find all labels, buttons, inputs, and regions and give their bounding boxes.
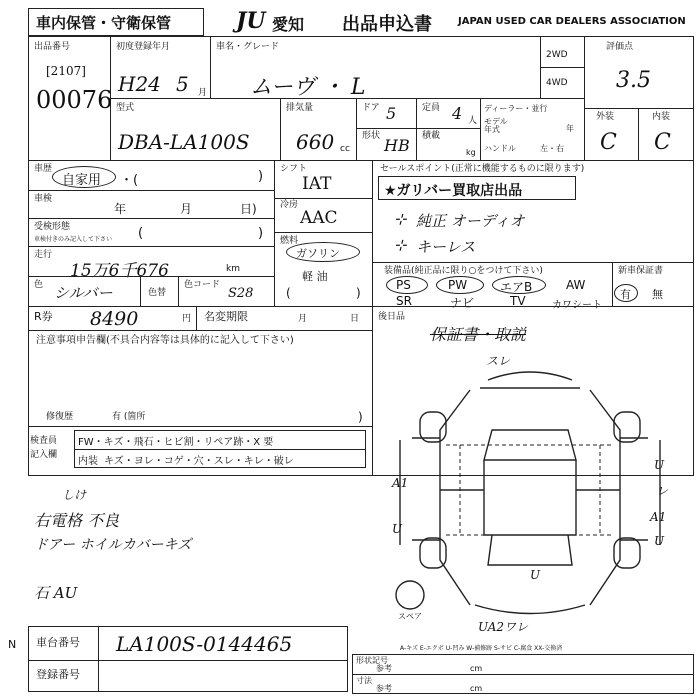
doors-label: ドア <box>362 103 380 113</box>
capacity-value: 4 <box>452 104 463 123</box>
score-label: 評価点 <box>606 42 634 52</box>
equip-seat[interactable]: カワシート <box>552 300 602 311</box>
equip-navi[interactable]: ナビ <box>450 296 475 310</box>
sales-bullet-2: ⊹ <box>394 236 407 254</box>
chassis-value: LA100S-0144465 <box>116 632 293 656</box>
capacity-label: 定員 <box>422 103 441 113</box>
interior-label: 内装 <box>652 112 671 122</box>
car-name-value: ムーヴ ・ L <box>250 75 366 100</box>
inspection-month: 月 <box>180 202 193 216</box>
car-name-label: 車名・グレード <box>216 42 280 52</box>
acceptance-label: 受検形態 <box>34 222 71 232</box>
registration-month: 5 <box>176 72 189 96</box>
exterior-value: C <box>600 130 617 155</box>
notes-label: 後日品 <box>378 312 406 322</box>
lot-number-label: 出品番号 <box>34 42 71 52</box>
ticket-label: R券 <box>34 310 53 323</box>
mileage-label: 走行 <box>34 250 53 260</box>
fuel-gasoline[interactable]: ガソリン <box>296 247 340 260</box>
equip-sr[interactable]: SR <box>396 294 412 308</box>
exterior-label: 外装 <box>596 112 615 122</box>
inspector-row2-label: 内装 <box>78 456 98 467</box>
lot-session: [2107] <box>46 64 86 78</box>
inspector-row-2: キズ・ヨレ・コゲ・穴・スレ・キレ・破レ <box>104 456 294 467</box>
load-unit: kg <box>466 148 476 157</box>
chassis-label: 車台番号 <box>36 636 80 649</box>
legend-row1-label: 形状記号 <box>356 656 388 665</box>
mileage-unit: km <box>226 264 240 274</box>
caution-label: 注意事項申告欄(不具合内容等は具体的に記入して下さい) <box>36 335 294 346</box>
inspector-note-2: 右電格 不良 <box>34 511 120 530</box>
legend-row2-ref: 参考 <box>376 684 392 693</box>
handle-options[interactable]: 左・右 <box>540 144 564 153</box>
diagram-mark-7: U <box>654 534 665 548</box>
registration-month-unit: 月 <box>198 88 208 98</box>
name-change-day: 日 <box>350 314 360 324</box>
drive-2wd[interactable]: 2WD <box>546 50 568 60</box>
drive-4wd[interactable]: 4WD <box>546 78 568 88</box>
association-name: JAPAN USED CAR DEALERS ASSOCIATION <box>458 16 686 27</box>
side-mark: N <box>8 638 17 651</box>
inspector-label-2: 記入欄 <box>30 450 58 460</box>
inspector-note-4: 石 AU <box>34 584 78 602</box>
warranty-no[interactable]: 無 <box>652 288 663 301</box>
capacity-unit: 人 <box>468 116 478 126</box>
repair-close: ) <box>358 410 363 424</box>
score-value: 3.5 <box>616 68 651 93</box>
ju-logo: JU <box>236 8 266 34</box>
displacement-value: 660 <box>296 130 335 154</box>
fuel-label: 燃料 <box>280 236 299 246</box>
inspector-note-3: ドアー ホイルカバーキズ <box>34 537 192 553</box>
warranty-yes[interactable]: 有 <box>620 288 631 301</box>
load-label: 積載 <box>422 131 441 141</box>
acceptance-paren: ( <box>138 226 144 241</box>
dealer-label: ディーラー・並行 <box>484 104 548 113</box>
storage-label: 車内保管・守衛保管 <box>36 14 172 32</box>
usage-paren: ・( <box>120 173 139 188</box>
sales-point-2: キーレス <box>416 238 476 256</box>
reg-number-label: 登録番号 <box>36 668 80 681</box>
ticket-unit: 円 <box>182 314 192 324</box>
diagram-mark-4: U <box>654 458 665 472</box>
color-label: 色 <box>34 280 44 290</box>
diagram-mark-5: レ <box>656 484 669 498</box>
sales-points-label: セールスポイント(正常に機能するものに限ります) <box>380 164 585 174</box>
equip-tv[interactable]: TV <box>510 294 526 308</box>
repair-label: 修復歴 <box>46 412 74 422</box>
registration-label: 初度登録年月 <box>116 42 171 52</box>
org-name: 愛知 <box>272 15 305 34</box>
warranty-label: 新車保証書 <box>618 266 664 276</box>
equipment-label: 装備品(純正品に限り○をつけて下さい) <box>384 266 543 276</box>
color-swatch-label: 色替 <box>148 288 167 298</box>
model-year-unit: 年 <box>566 124 574 133</box>
inspection-year: 年 <box>114 202 127 216</box>
equip-pw[interactable]: PW <box>448 278 468 292</box>
diagram-mark-1: スレ <box>486 354 511 368</box>
form-title: 出品申込書 <box>342 14 432 35</box>
doors-value: 5 <box>386 104 397 123</box>
car-damage-diagram <box>380 360 680 640</box>
legend-row1-ref: 参考 <box>376 664 392 673</box>
inspector-label-1: 検査員 <box>30 436 58 446</box>
acceptance-note: 車検付きのみ記入して下さい <box>34 236 113 243</box>
shape-value: HB <box>384 136 410 155</box>
color-value: シルバー <box>54 284 113 302</box>
inspection-day: 日) <box>240 202 257 216</box>
inspection-label: 車検 <box>34 194 53 204</box>
displacement-label: 排気量 <box>286 103 314 113</box>
legend-row1-unit: cm <box>470 664 483 673</box>
name-change-label: 名変期限 <box>204 310 248 323</box>
model-label: 型式 <box>116 103 135 113</box>
mileage-value: 15万6千676 <box>70 261 169 281</box>
diagram-mark-9: UA2ワレ <box>478 620 529 634</box>
model-year-label: モデル年式 <box>484 117 508 134</box>
usage-label: 車歴 <box>34 164 53 174</box>
diagram-mark-8: U <box>530 568 541 582</box>
diagram-mark-3: U <box>392 522 403 536</box>
usage-close: ) <box>258 169 264 184</box>
interior-value: C <box>654 130 671 155</box>
equip-aw[interactable]: AW <box>566 278 586 292</box>
fuel-close: ) <box>356 286 361 300</box>
equip-airbag[interactable]: エアB <box>500 280 533 294</box>
acceptance-close: ) <box>258 226 264 241</box>
sales-point-1: 純正 オーディオ <box>416 212 525 230</box>
registration-era: H24 <box>118 72 161 96</box>
diagram-mark-2: A1 <box>392 476 409 490</box>
spare-label: スペア <box>398 612 422 621</box>
repair-value: 有 (箇所 <box>112 412 146 422</box>
sales-bullet-1: ⊹ <box>394 210 407 228</box>
shape-label: 形状 <box>362 131 381 141</box>
color-code-label: 色コード <box>184 280 221 290</box>
legend-row2-unit: cm <box>470 684 483 693</box>
equip-ps[interactable]: PS <box>396 278 411 292</box>
fuel-diesel[interactable]: 軽 油 <box>302 270 328 283</box>
aircon-label: 冷房 <box>280 200 299 210</box>
handle-label: ハンドル <box>484 144 516 153</box>
sales-banner: ★ガリバー買取店出品 <box>384 183 523 199</box>
displacement-unit: cc <box>340 144 350 154</box>
inspector-row-1: FW・キズ・飛石・ヒビ割・リペア跡・X 要 <box>78 437 274 448</box>
fuel-paren: ( <box>286 286 291 300</box>
inspector-note-1: しけ <box>62 488 87 502</box>
aircon-value: AAC <box>300 208 338 228</box>
name-change-month: 月 <box>298 314 308 324</box>
diagram-mark-6: A1 <box>650 510 667 524</box>
shift-label: シフト <box>280 164 308 174</box>
model-value: DBA-LA100S <box>118 130 250 154</box>
usage-value: 自家用 <box>62 173 102 188</box>
color-code-value: S28 <box>228 286 254 301</box>
shift-value: IAT <box>302 174 332 194</box>
notes-value: 保証書・取説 <box>430 325 527 344</box>
lot-number: 00076 <box>36 86 113 114</box>
legend-codes: A-キズ E-エクボ U-凹み W-補修跡 S-サビ C-腐食 XX-交換済 <box>400 645 563 652</box>
legend-row2-label: 寸法 <box>356 676 372 685</box>
ticket-value: 8490 <box>90 308 139 330</box>
